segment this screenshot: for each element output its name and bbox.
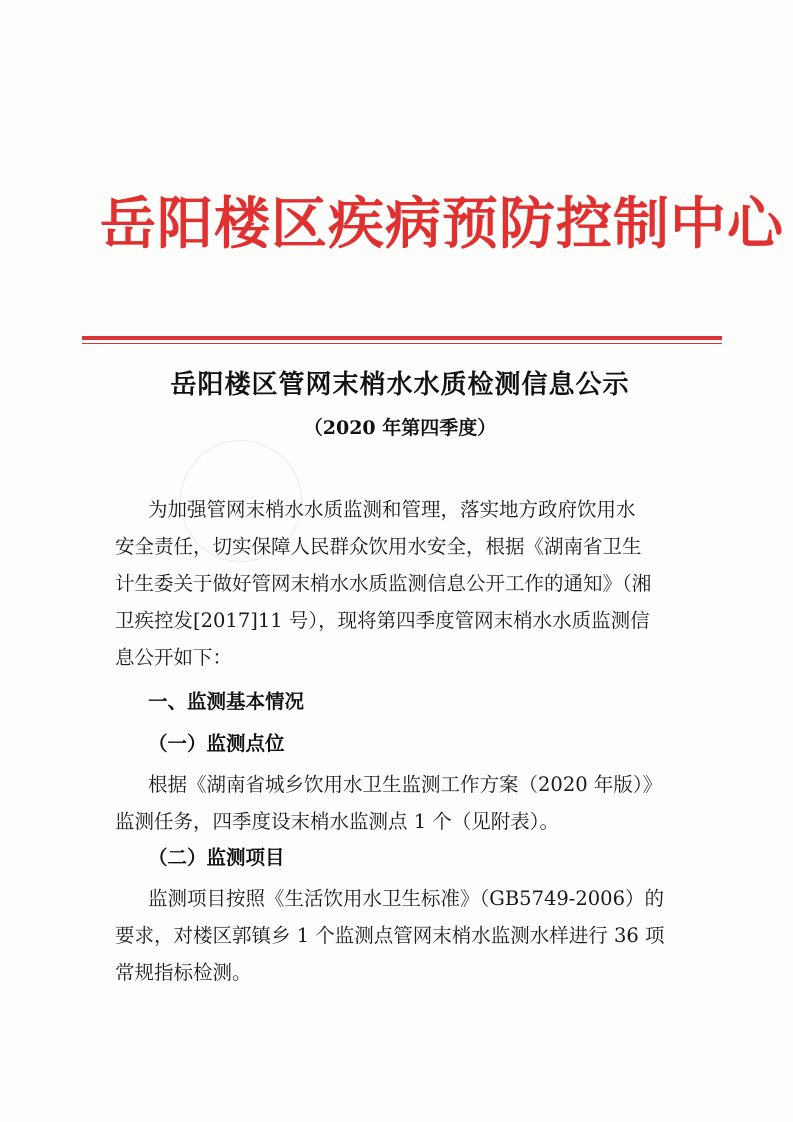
subsection-heading: （二）监测项目 — [148, 846, 285, 869]
section-heading: 一、监测基本情况 — [148, 690, 305, 713]
intro-line: 安全责任，切实保障人民群众饮用水安全，根据《湖南省卫生 — [115, 535, 642, 558]
subsection-heading: （一）监测点位 — [148, 732, 285, 755]
intro-line: 息公开如下： — [115, 646, 233, 669]
paragraph-line: 监测项目按照《生活饮用水卫生标准》（GB5749-2006）的 — [148, 887, 664, 910]
intro-line: 为加强管网末梢水水质监测和管理，落实地方政府饮用水 — [148, 498, 636, 521]
intro-line: 卫疾控发[2017]11 号），现将第四季度管网末梢水水质监测信 — [115, 609, 650, 632]
paragraph-line: 根据《湖南省城乡饮用水卫生监测工作方案（2020 年版）》 — [148, 773, 663, 796]
paragraph-line: 监测任务，四季度设末梢水监测点 1 个（见附表）。 — [115, 810, 560, 833]
letterhead-rule-thick — [82, 336, 722, 340]
document-subtitle: （2020 年第四季度） — [303, 417, 497, 439]
intro-line: 计生委关于做好管网末梢水水质监测信息公开工作的通知》（湘 — [115, 572, 652, 595]
organization-letterhead: 岳阳楼区疾病预防控制中心 — [100, 191, 784, 257]
paragraph-line: 要求，对楼区郭镇乡 1 个监测点管网末梢水监测水样进行 36 项 — [115, 924, 665, 947]
document-title: 岳阳楼区管网末梢水水质检测信息公示 — [170, 370, 630, 400]
letterhead-rule-thin — [82, 343, 722, 344]
paragraph-line: 常规指标检测。 — [115, 961, 252, 984]
